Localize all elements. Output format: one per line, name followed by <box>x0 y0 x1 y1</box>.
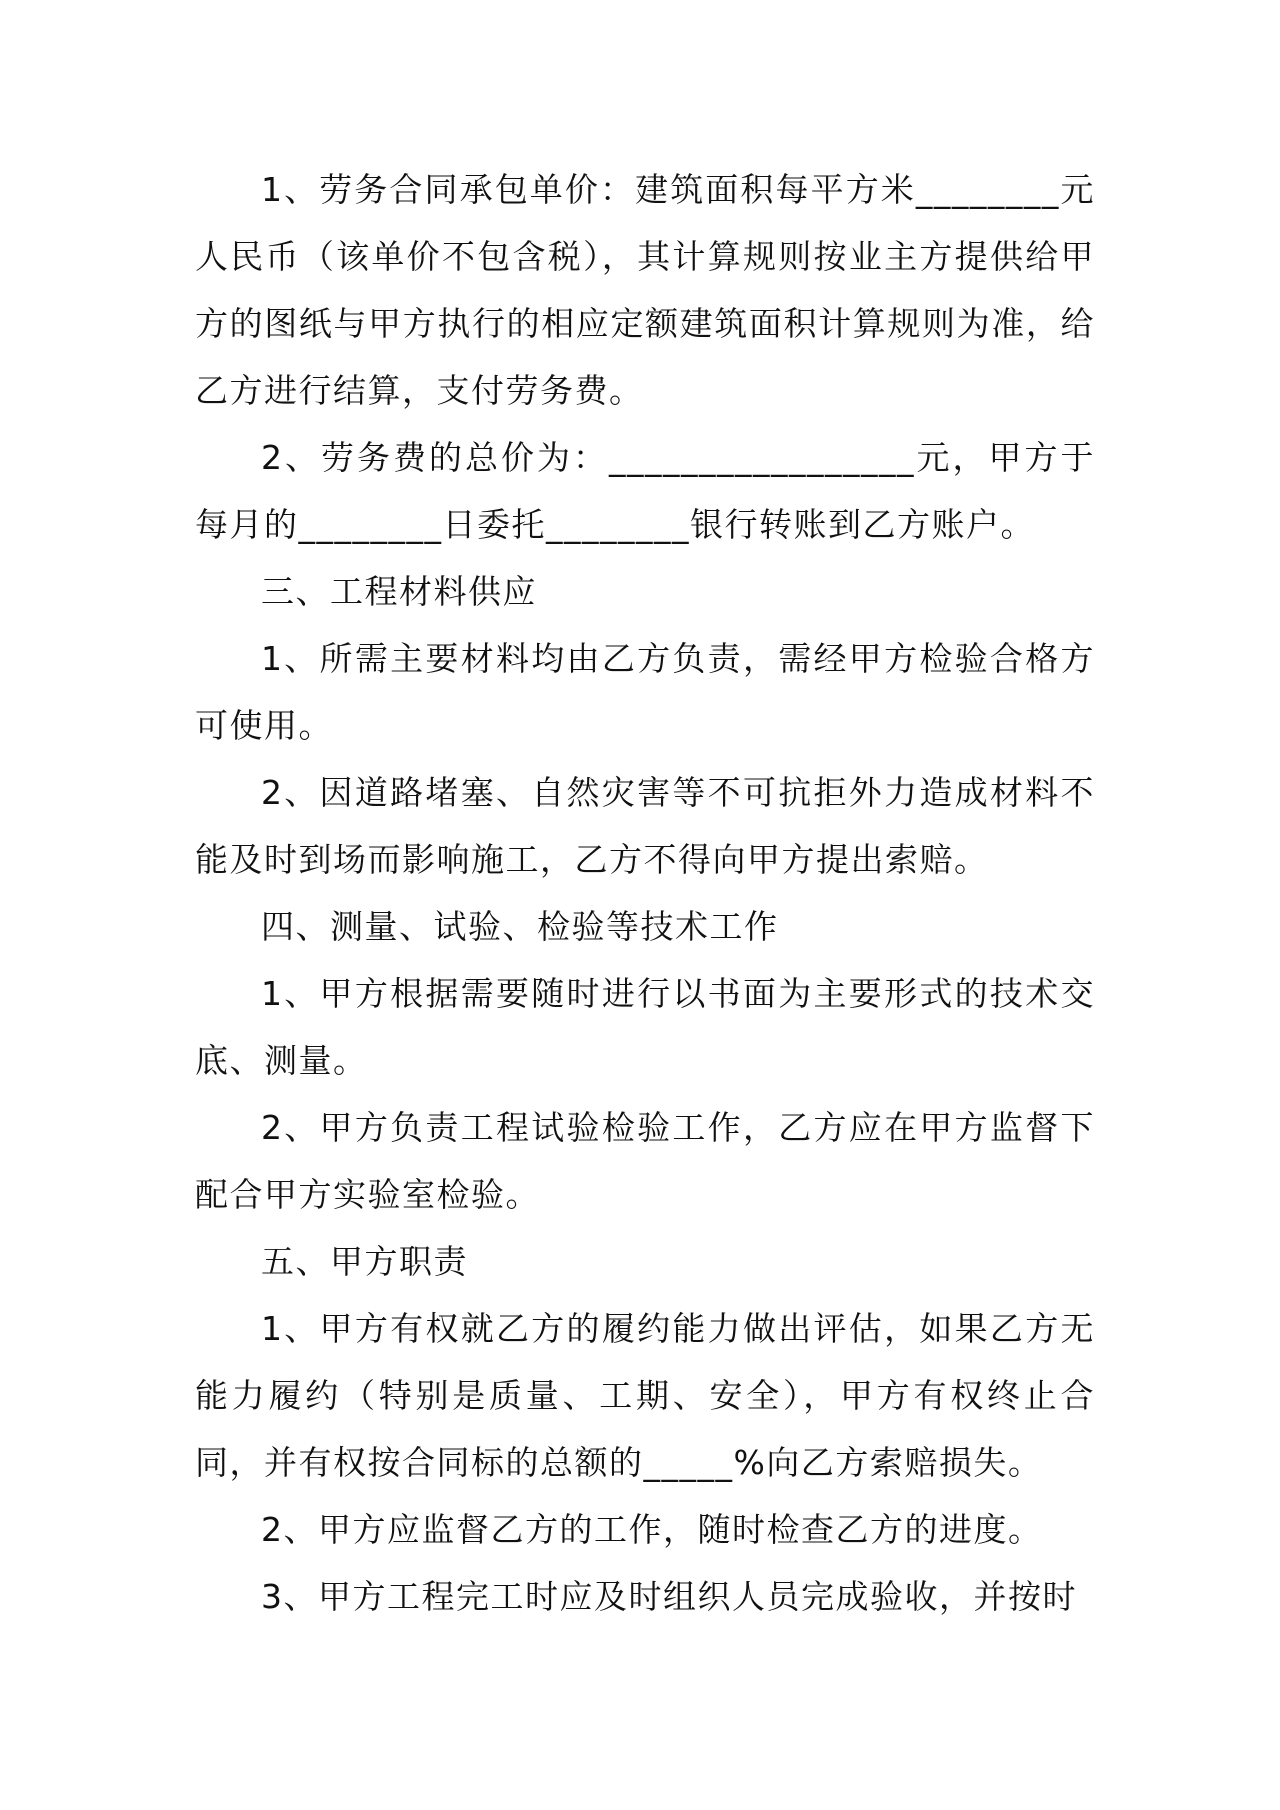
section-heading: 四、测量、试验、检验等技术工作 <box>261 907 779 946</box>
section-heading: 五、甲方职责 <box>261 1242 468 1281</box>
section-heading: 三、工程材料供应 <box>261 572 537 611</box>
paragraph: 2、因道路堵塞、自然灾害等不可抗拒外力造成材料不能及时到场而影响施工，乙方不得向甲方提出索赔。 <box>195 773 1095 879</box>
document-page <box>195 156 1095 1630</box>
paragraph: 2、甲方负责工程试验检验工作，乙方应在甲方监督下配合甲方实验室检验。 <box>195 1108 1095 1214</box>
paragraph: 3、甲方工程完工时应及时组织人员完成验收，并按时 <box>261 1577 1077 1616</box>
paragraph: 1、甲方有权就乙方的履约能力做出评估，如果乙方无能力履约（特别是质量、工期、安全），甲方有权终止合同，并有权按合同标的总额的_____%向乙方索赔损失。 <box>195 1309 1095 1482</box>
paragraph: 2、甲方应监督乙方的工作，随时检查乙方的进度。 <box>261 1510 1043 1549</box>
paragraph: 1、劳务合同承包单价：建筑面积每平方米________元人民币（该单价不包含税），其计算规则按业主方提供给甲方的图纸与甲方执行的相应定额建筑面积计算规则为准，给乙方进行结算，支付劳务费。 <box>195 170 1095 410</box>
paragraph: 1、所需主要材料均由乙方负责，需经甲方检验合格方可使用。 <box>195 639 1095 745</box>
paragraph: 1、甲方根据需要随时进行以书面为主要形式的技术交底、测量。 <box>195 974 1095 1080</box>
paragraph: 2、劳务费的总价为：_________________元，甲方于每月的________日委托________银行转账到乙方账户。 <box>195 438 1095 544</box>
